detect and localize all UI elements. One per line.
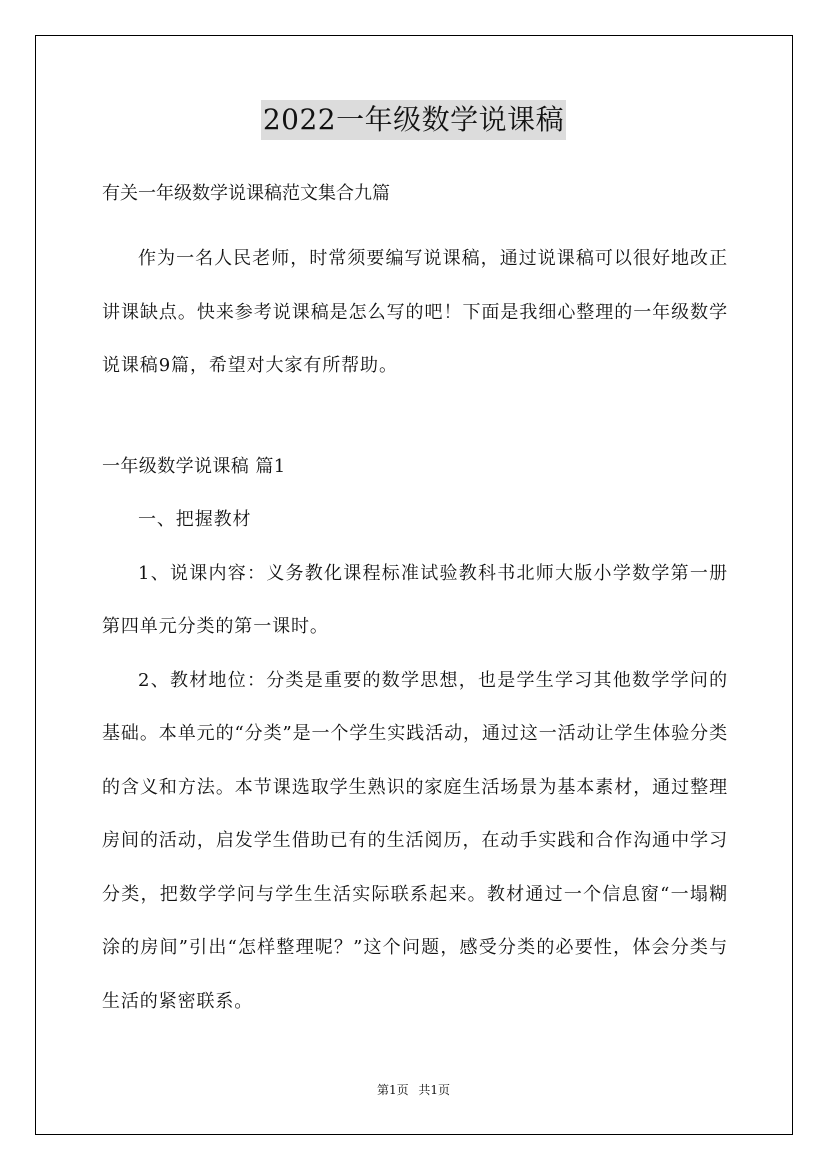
body-paragraph: 2、教材地位：分类是重要的数学思想，也是学生学习其他数学学问的基础。本单元的“分类”是一个学生实践活动，通过这一活动让学生体验分类的含义和方法。本节课选取学生熟识的家庭生活场景为基本素材，通过整理房间的活动，启发学生借助已有的生活阅历，在动手实践和合作沟通中学习分类，把数学学问与学生生活实际联系起来。教材通过一个信息窗“一塌糊涂的房间”引出“怎样整理呢？”这个问题，感受分类的必要性，体会分类与生活的紧密联系。 bbox=[102, 669, 728, 1012]
page-number: 第1页 bbox=[376, 1083, 409, 1097]
body-paragraph: 1、说课内容：义务教化课程标准试验教科书北师大版小学数学第一册第四单元分类的第一课时。 bbox=[102, 562, 728, 637]
page-footer bbox=[0, 1082, 827, 1098]
intro-paragraph: 作为一名人民老师，时常须要编写说课稿，通过说课稿可以很好地改正讲课缺点。快来参考说课稿是怎么写的吧！下面是我细心整理的一年级数学说课稿9篇，希望对大家有所帮助。 bbox=[102, 248, 728, 376]
document-body bbox=[102, 178, 728, 1028]
section-heading: 一年级数学说课稿 篇1 bbox=[102, 455, 286, 477]
page-total: 共1页 bbox=[418, 1083, 451, 1097]
body-paragraph: 一、把握教材 bbox=[138, 509, 252, 530]
document-title: 2022一年级数学说课稿 bbox=[261, 100, 566, 140]
title-area bbox=[0, 100, 827, 140]
document-subtitle: 有关一年级数学说课稿范文集合九篇 bbox=[102, 183, 390, 204]
